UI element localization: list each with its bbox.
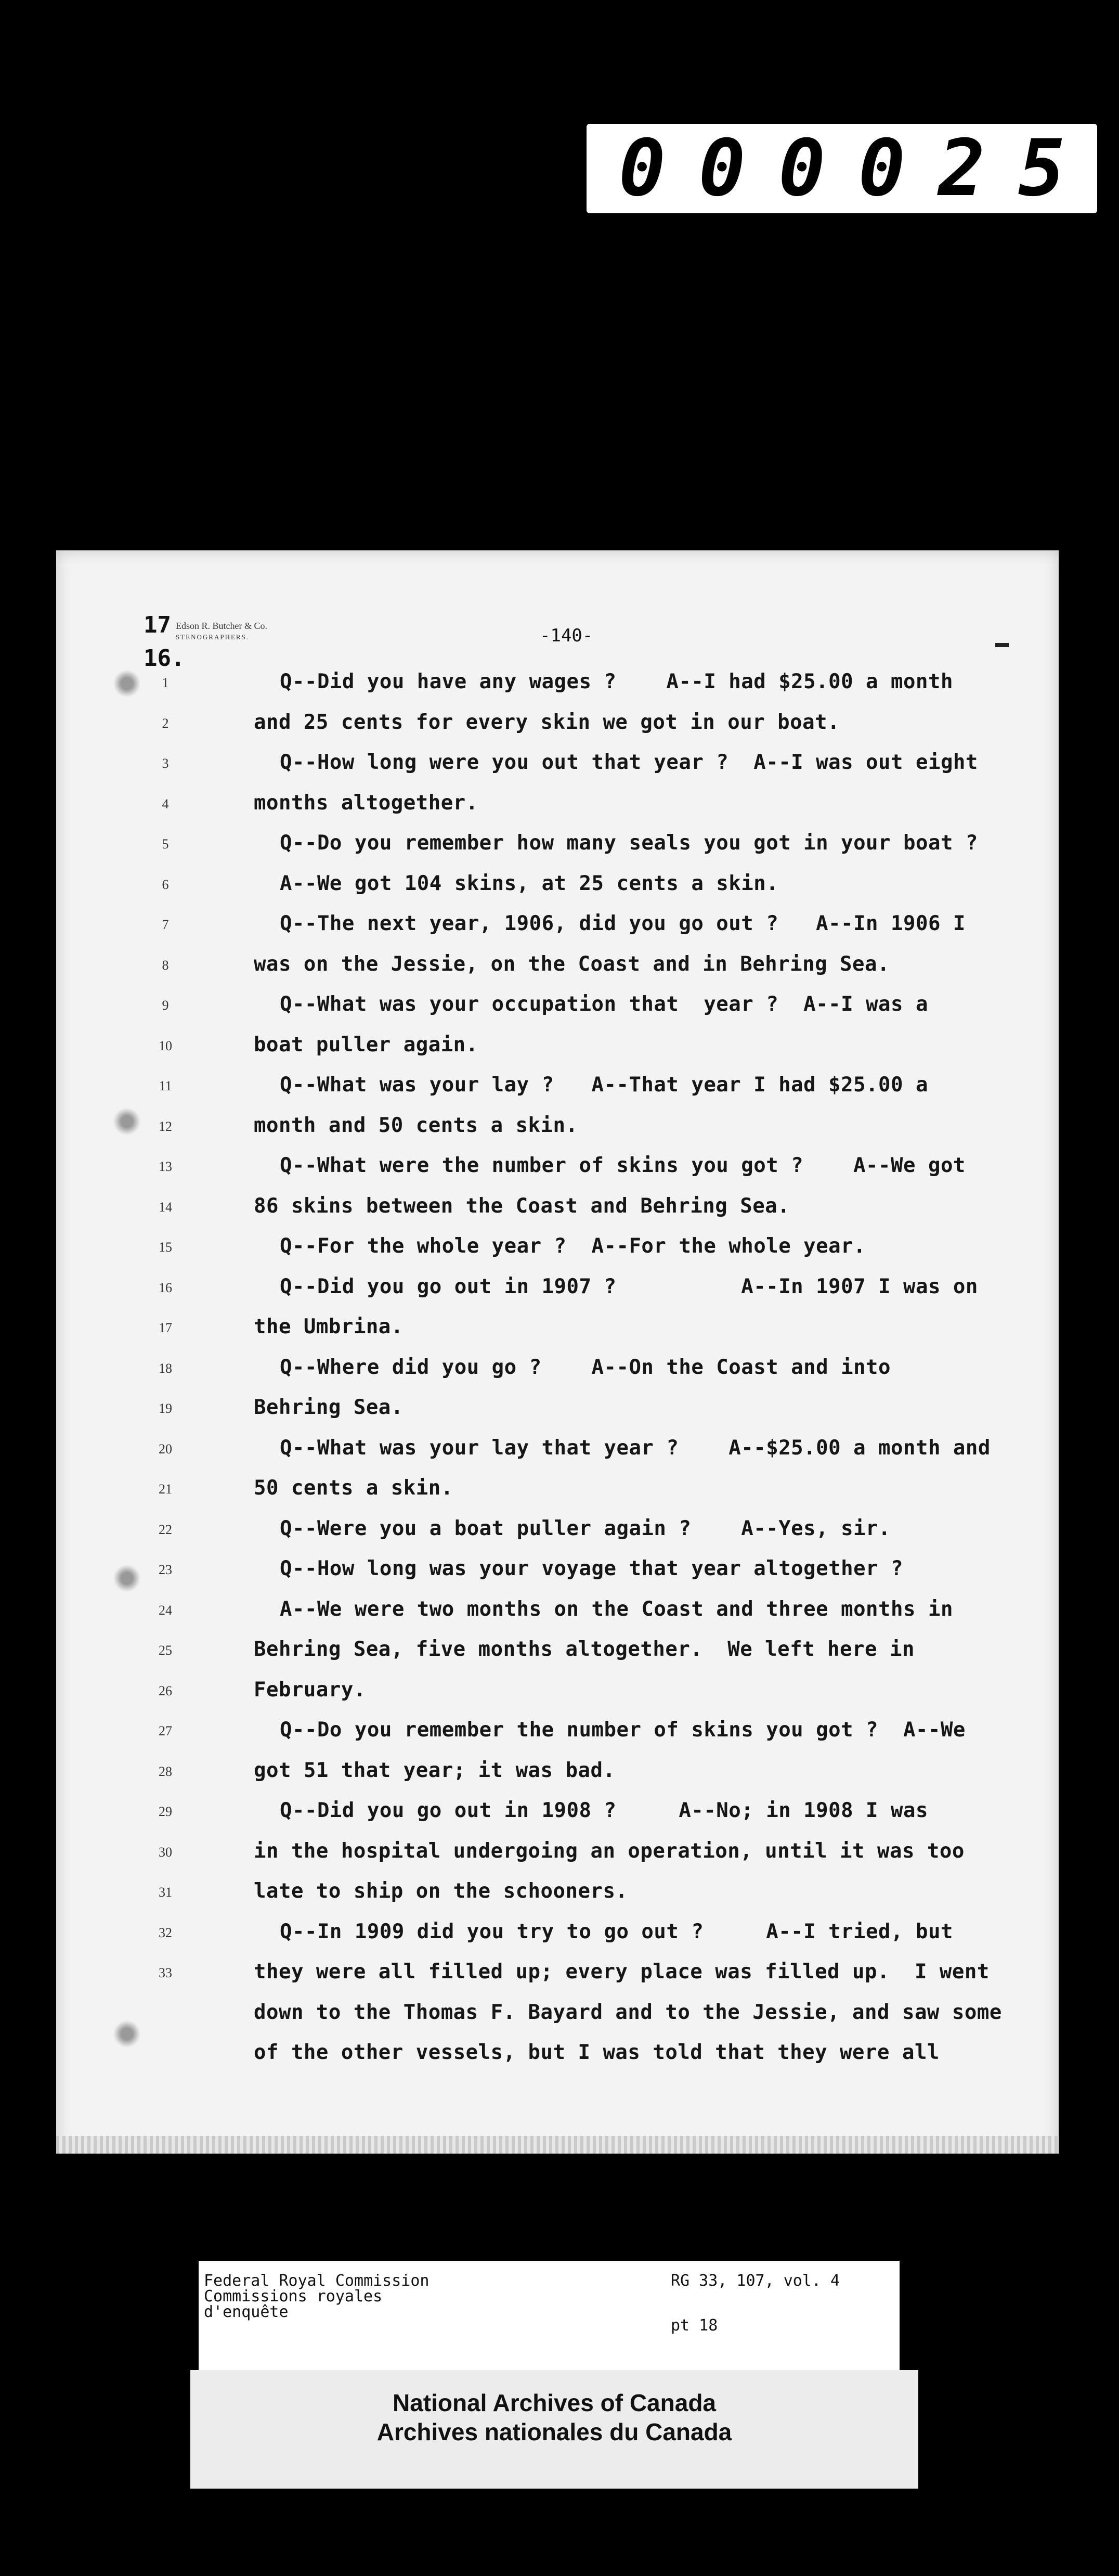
counter-digit: 0 — [698, 123, 746, 214]
line-number: 20 — [159, 1441, 172, 1457]
archive-name-fr: Archives nationales du Canada — [376, 2418, 732, 2445]
transcript-line — [56, 872, 1059, 903]
page-number-handwritten-top: 17 — [144, 612, 171, 638]
line-number: 25 — [159, 1643, 172, 1658]
page-number: -140- — [540, 625, 593, 646]
transcript-line — [56, 1879, 1059, 1911]
line-text: the Umbrina. — [254, 1315, 404, 1338]
line-text: Behring Sea. — [254, 1396, 404, 1419]
line-text: Q--What was your occupation that year ? A--I was a — [280, 993, 928, 1016]
line-number: 18 — [159, 1360, 172, 1376]
transcript-line — [56, 1718, 1059, 1749]
line-text: A--We got 104 skins, at 25 cents a skin. — [280, 871, 779, 895]
line-number: 12 — [159, 1118, 172, 1134]
page-number-handwritten-bottom: 16. — [144, 645, 185, 672]
counter-digit: 0 — [778, 123, 826, 214]
record-group-reference: RG 33, 107, vol. 4 — [671, 2272, 840, 2290]
transcript-line — [56, 831, 1059, 862]
transcript-line — [56, 1194, 1059, 1226]
transcript-line — [56, 1073, 1059, 1104]
transcript-line — [56, 1678, 1059, 1709]
transcript-line — [56, 751, 1059, 782]
frame-counter — [587, 124, 1097, 213]
line-text: months altogether. — [254, 791, 478, 815]
line-number: 16 — [159, 1280, 172, 1295]
transcript-line — [56, 1315, 1059, 1346]
transcript-line — [56, 1154, 1059, 1185]
line-text: February. — [254, 1678, 366, 1702]
counter-digit: 0 — [858, 123, 905, 214]
transcript-line — [56, 1436, 1059, 1467]
line-text: 50 cents a skin. — [254, 1476, 453, 1500]
line-number: 32 — [159, 1925, 172, 1940]
line-number: 4 — [162, 796, 169, 812]
line-text: Q--Did you go out in 1907 ? A--In 1907 I was on — [280, 1274, 978, 1298]
line-text: Q--Do you remember the number of skins you got ? A--We — [280, 1718, 966, 1742]
line-text: got 51 that year; it was bad. — [254, 1758, 616, 1782]
transcript-line — [56, 952, 1059, 984]
line-text: A--We were two months on the Coast and three months in — [280, 1597, 953, 1621]
line-number: 6 — [162, 877, 169, 892]
commission-name-en: Federal Royal Commission — [204, 2272, 430, 2290]
line-text: Q--What were the number of skins you got ? A--We got — [280, 1154, 966, 1177]
counter-digit: 0 — [618, 123, 666, 214]
line-number: 13 — [159, 1159, 172, 1174]
transcript-line — [56, 711, 1059, 742]
counter-digit: 2 — [938, 123, 985, 214]
line-number: 9 — [162, 998, 169, 1013]
line-text: Q--Did you have any wages ? A--I had $25.00 a month — [280, 670, 953, 693]
transcript-line — [56, 1799, 1059, 1830]
line-number: 31 — [159, 1885, 172, 1900]
transcript-line — [56, 1920, 1059, 1951]
transcript-line — [56, 912, 1059, 943]
line-text: Q--Where did you go ? A--On the Coast and into — [280, 1355, 891, 1379]
archive-name-en: National Archives of Canada — [392, 2389, 716, 2416]
line-number: 3 — [162, 756, 169, 771]
line-number: 17 — [159, 1320, 172, 1335]
transcript-line — [56, 670, 1059, 701]
line-text: Q--What was your lay ? A--That year I had $25.00 a — [280, 1073, 928, 1097]
transcript-line — [56, 1638, 1059, 1669]
transcript-line — [56, 1114, 1059, 1145]
counter-digit: 5 — [1018, 123, 1065, 214]
line-number: 24 — [159, 1602, 172, 1618]
line-number: 5 — [162, 836, 169, 852]
archive-reference-label — [199, 2261, 900, 2372]
line-number: 29 — [159, 1804, 172, 1819]
line-text: Q--How long was your voyage that year altogether ? — [280, 1557, 903, 1580]
transcript-line — [56, 2001, 1059, 2032]
firm-name: Edson R. Butcher & Co. — [176, 621, 267, 631]
line-number: 1 — [162, 675, 169, 690]
line-number: 28 — [159, 1763, 172, 1779]
transcript-line — [56, 993, 1059, 1024]
commission-name-fr: Commissions royales — [204, 2287, 383, 2305]
transcript-line — [56, 1517, 1059, 1548]
line-text: month and 50 cents a skin. — [254, 1113, 578, 1137]
line-text: and 25 cents for every skin we got in our boat. — [254, 710, 840, 734]
transcript-line — [56, 1839, 1059, 1871]
line-text: was on the Jessie, on the Coast and in Behring Sea. — [254, 952, 890, 976]
transcript-line — [56, 1759, 1059, 1790]
line-number: 27 — [159, 1723, 172, 1738]
line-text: Q--Were you a boat puller again ? A--Yes, sir. — [280, 1516, 891, 1540]
line-text: down to the Thomas F. Bayard and to the Jessie, and saw some — [254, 2000, 1002, 2024]
line-text: boat puller again. — [254, 1033, 478, 1057]
transcript-line — [56, 2041, 1059, 2072]
archive-name-label — [190, 2370, 918, 2489]
line-number: 2 — [162, 715, 169, 731]
margin-mark — [995, 643, 1009, 647]
transcript-line — [56, 1557, 1059, 1588]
line-text: 86 skins between the Coast and Behring Sea. — [254, 1194, 790, 1218]
line-text: Q--Do you remember how many seals you got in your boat ? — [280, 831, 978, 855]
line-text: in the hospital undergoing an operation, until it was too — [254, 1839, 965, 1863]
line-number: 10 — [159, 1038, 172, 1053]
line-number: 11 — [159, 1078, 172, 1093]
commission-name-fr-2: d'enquête — [204, 2303, 289, 2321]
line-number: 7 — [162, 917, 169, 932]
line-number: 23 — [159, 1562, 172, 1577]
line-text: Q--How long were you out that year ? A--I was out eight — [280, 751, 978, 774]
line-number: 22 — [159, 1522, 172, 1537]
line-number: 21 — [159, 1482, 172, 1497]
transcript-line — [56, 1960, 1059, 1991]
transcript-page — [56, 550, 1059, 2154]
transcript-line — [56, 1476, 1059, 1508]
line-number: 8 — [162, 957, 169, 973]
line-text: of the other vessels, but I was told that they were all — [254, 2041, 940, 2064]
transcript-line — [56, 1396, 1059, 1427]
line-number: 33 — [159, 1965, 172, 1980]
firm-subtitle: STENOGRAPHERS. — [176, 633, 250, 641]
transcript-line — [56, 1033, 1059, 1064]
part-reference: pt 18 — [671, 2316, 718, 2335]
line-number: 30 — [159, 1844, 172, 1860]
transcript-line — [56, 1356, 1059, 1387]
line-number: 19 — [159, 1401, 172, 1416]
transcript-line — [56, 1275, 1059, 1306]
transcript-line — [56, 791, 1059, 822]
line-number: 15 — [159, 1240, 172, 1255]
line-number: 26 — [159, 1683, 172, 1698]
line-text: Q--Did you go out in 1908 ? A--No; in 1908 I was — [280, 1799, 928, 1822]
transcript-line — [56, 1234, 1059, 1266]
line-text: Q--For the whole year ? A--For the whole year. — [280, 1234, 866, 1258]
line-text: Q--The next year, 1906, did you go out ? A--In 1906 I — [280, 912, 966, 935]
line-text: Behring Sea, five months altogether. We left here in — [254, 1638, 915, 1661]
line-text: Q--What was your lay that year ? A--$25.00 a month and — [280, 1436, 991, 1460]
line-text: late to ship on the schooners. — [254, 1879, 628, 1903]
line-number: 14 — [159, 1199, 172, 1215]
line-text: Q--In 1909 did you try to go out ? A--I tried, but — [280, 1920, 953, 1943]
stenographer-firm — [176, 620, 267, 643]
line-text: they were all filled up; every place was filled up. I went — [254, 1960, 990, 1983]
transcript-line — [56, 1598, 1059, 1629]
